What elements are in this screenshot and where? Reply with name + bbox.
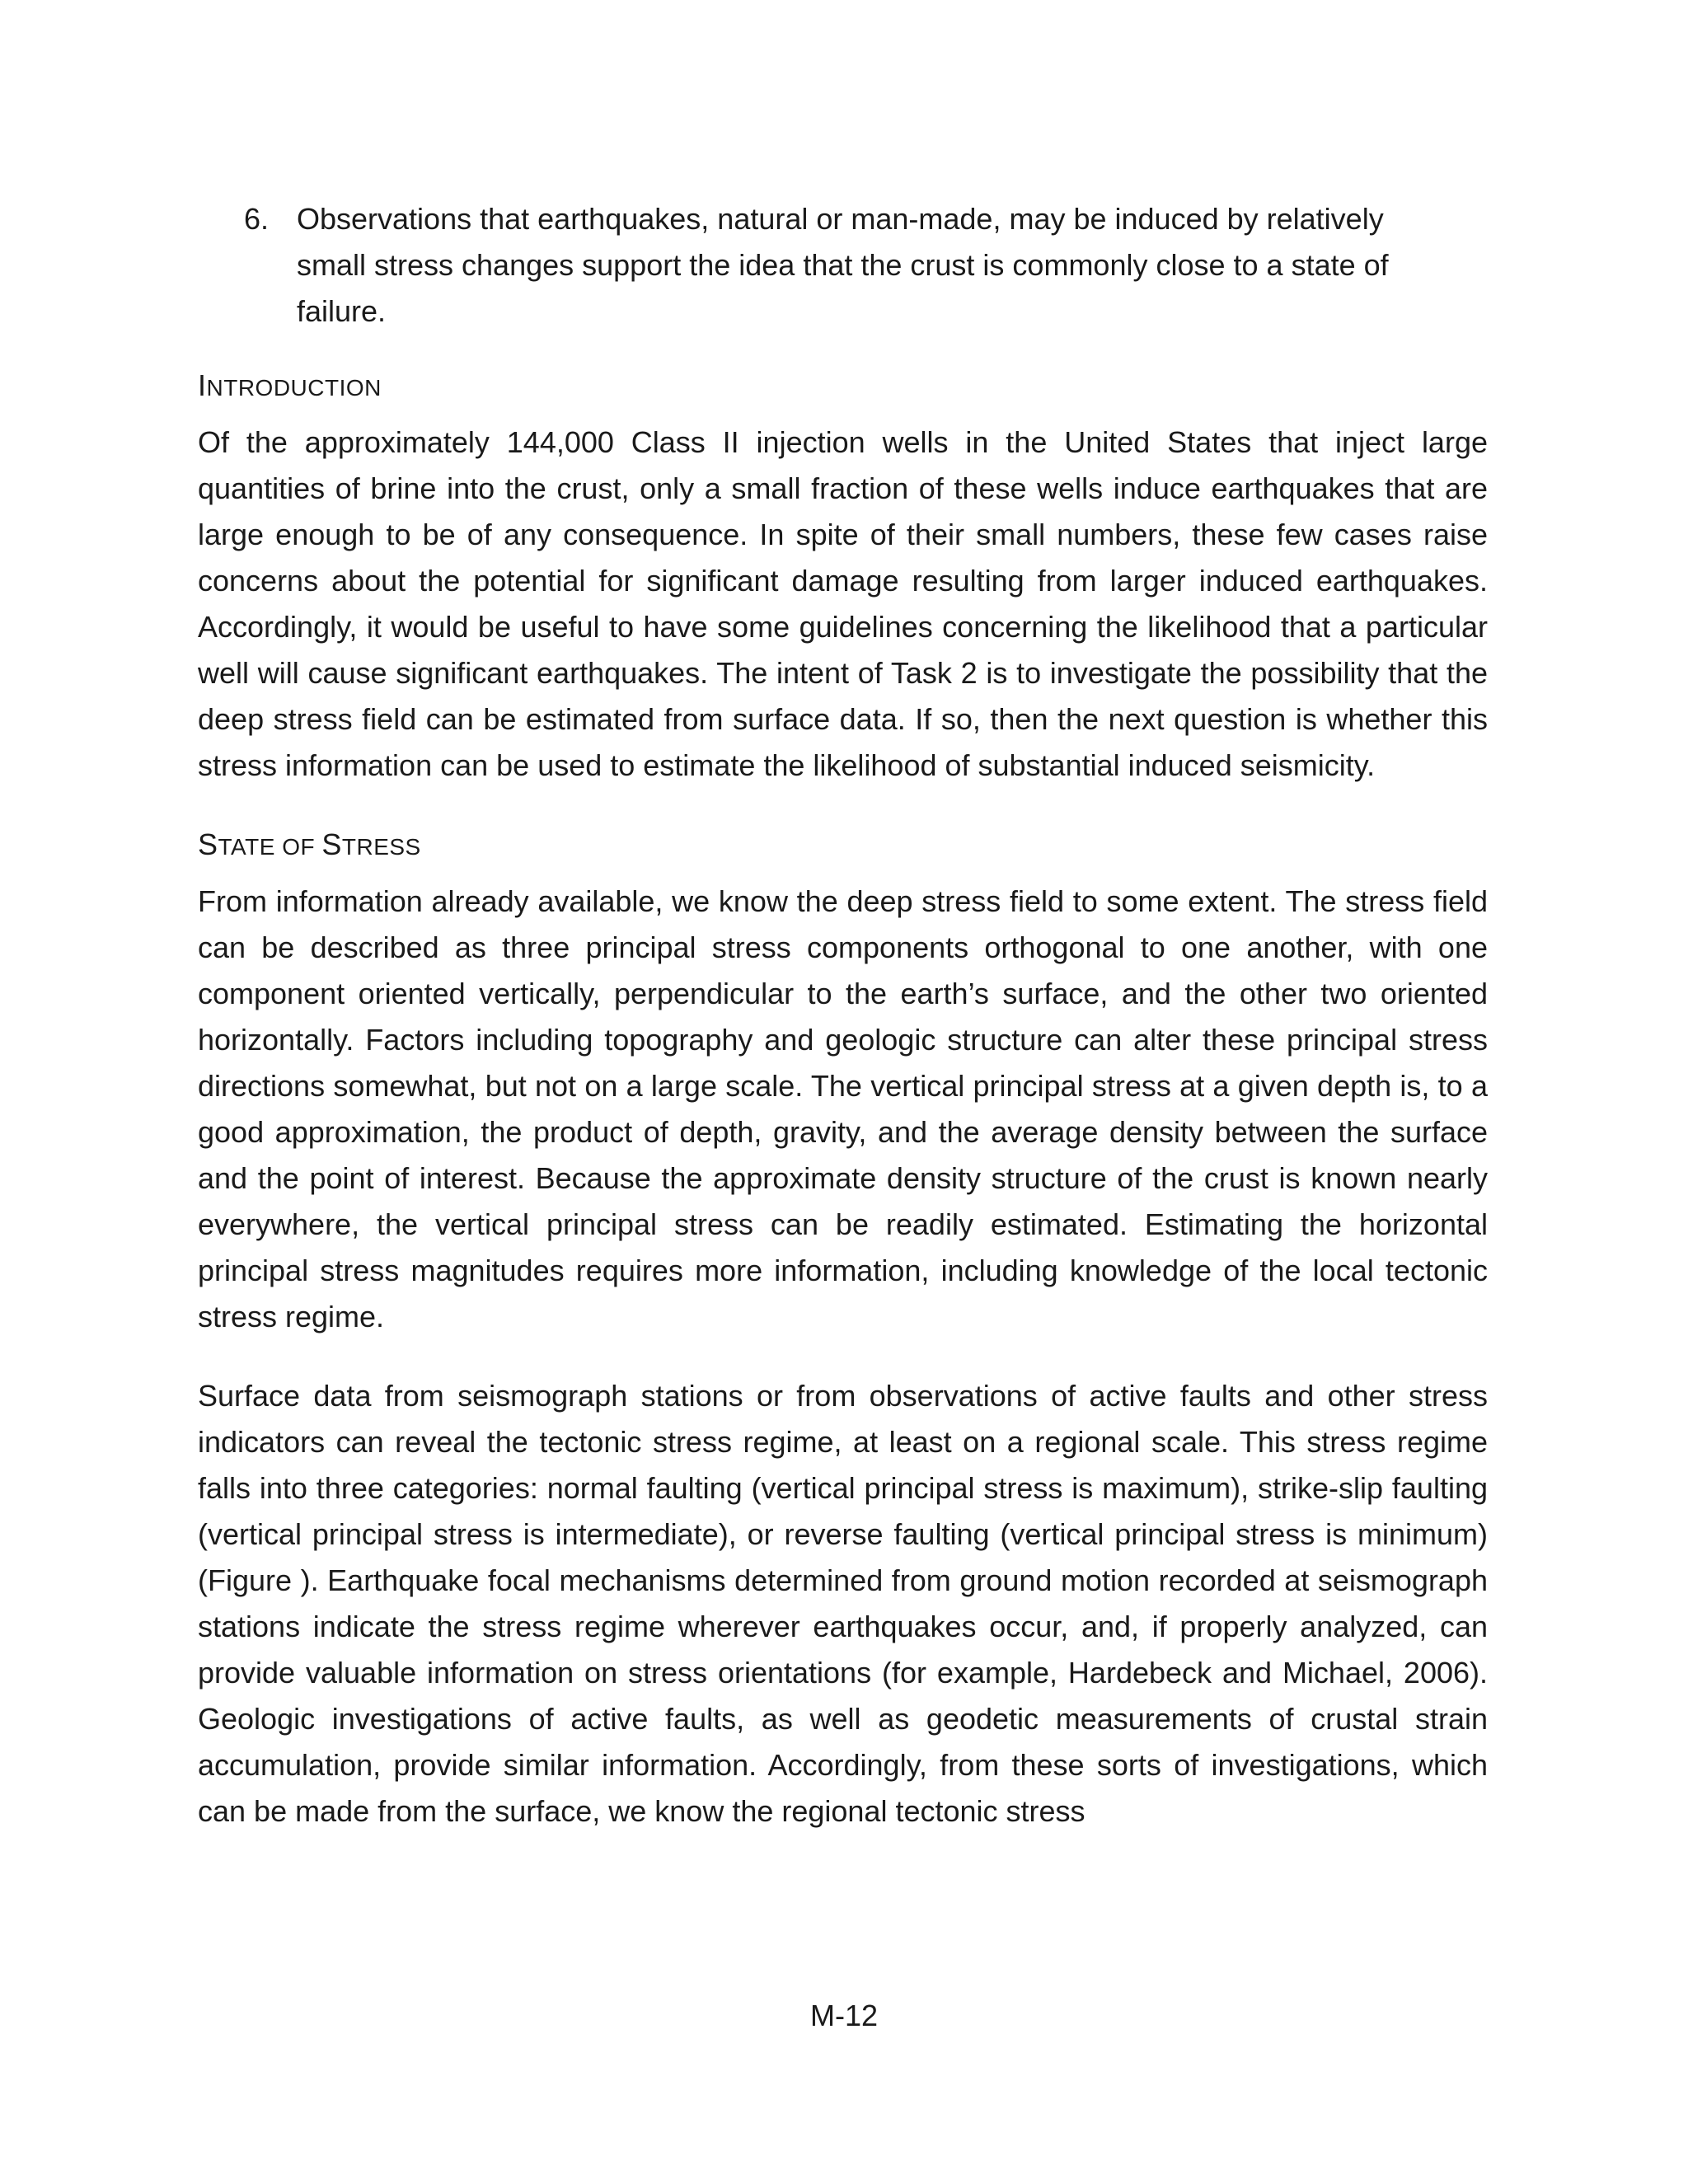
heading-introduction-initial: I — [198, 368, 207, 402]
heading-introduction-rest: NTRODUCTION — [206, 375, 382, 401]
heading-state-rest: TATE OF — [218, 834, 322, 860]
list-text: Observations that earthquakes, natural or man-made, may be induced by relatively small stress changes support the idea that the crust is commonly close to a state of failure. — [297, 202, 1389, 328]
page-content — [198, 196, 1488, 1868]
list-number: 6. — [244, 202, 270, 236]
paragraph-state-of-stress-2: Surface data from seismograph stations or from observations of active faults and other stress indicators can reveal the tectonic stress regime, at least on a regional scale. This stress regime falls into three categories: normal faulting (vertical principal stress is maximum), strike-slip faulting (vertical principal stress is intermediate), or reverse faulting (vertical principal stress is minimum) (Figure ). Earthquake focal mechanisms determined from ground motion recorded at seismograph stations indicate the stress regime wherever earthquakes occur, and, if properly analyzed, can provide valuable information on stress orientations (for example, Hardebeck and Michael, 2006). Geologic investigations of active faults, as well as geodetic measurements of crustal strain accumulation, provide similar information. Accordingly, from these sorts of investigations, which can be made from the surface, we know the regional tectonic stress — [198, 1379, 1488, 1828]
heading-stress-initial: S — [321, 827, 342, 861]
page-number: M-12 — [809, 1999, 879, 2032]
heading-introduction — [198, 363, 1488, 411]
heading-state-of-stress — [198, 822, 1488, 870]
list-item-6 — [198, 196, 1488, 335]
paragraph-state-of-stress-1: From information already available, we know the deep stress field to some extent. The stress field can be described as three principal stress components orthogonal to one another, with one component oriented vertically, perpendicular to the earth’s surface, and the other two oriented horizontally. Factors including topography and geologic structure can alter these principal stress directions somewhat, but not on a large scale. The vertical principal stress at a given depth is, to a good approximation, the product of depth, gravity, and the average density between the surface and the point of interest. Because the approximate density structure of the crust is known nearly everywhere, the vertical principal stress can be readily estimated. Estimating the horizontal principal stress magnitudes requires more information, including knowledge of the local tectonic stress regime. — [198, 884, 1488, 1333]
paragraph-introduction: Of the approximately 144,000 Class II injection wells in the United States that inject large quantities of brine into the crust, only a small fraction of these wells induce earthquakes that are large enough to be of any consequence. In spite of their small numbers, these few cases raise concerns about the potential for significant damage resulting from larger induced earthquakes. Accordingly, it would be useful to have some guidelines concerning the likelihood that a particular well will cause significant earthquakes. The intent of Task 2 is to investigate the possibility that the deep stress field can be estimated from surface data. If so, then the next question is whether this stress information can be used to estimate the likelihood of substantial induced seismicity. — [198, 425, 1488, 782]
heading-stress-rest: TRESS — [341, 834, 421, 860]
heading-state-initial: S — [198, 827, 218, 861]
